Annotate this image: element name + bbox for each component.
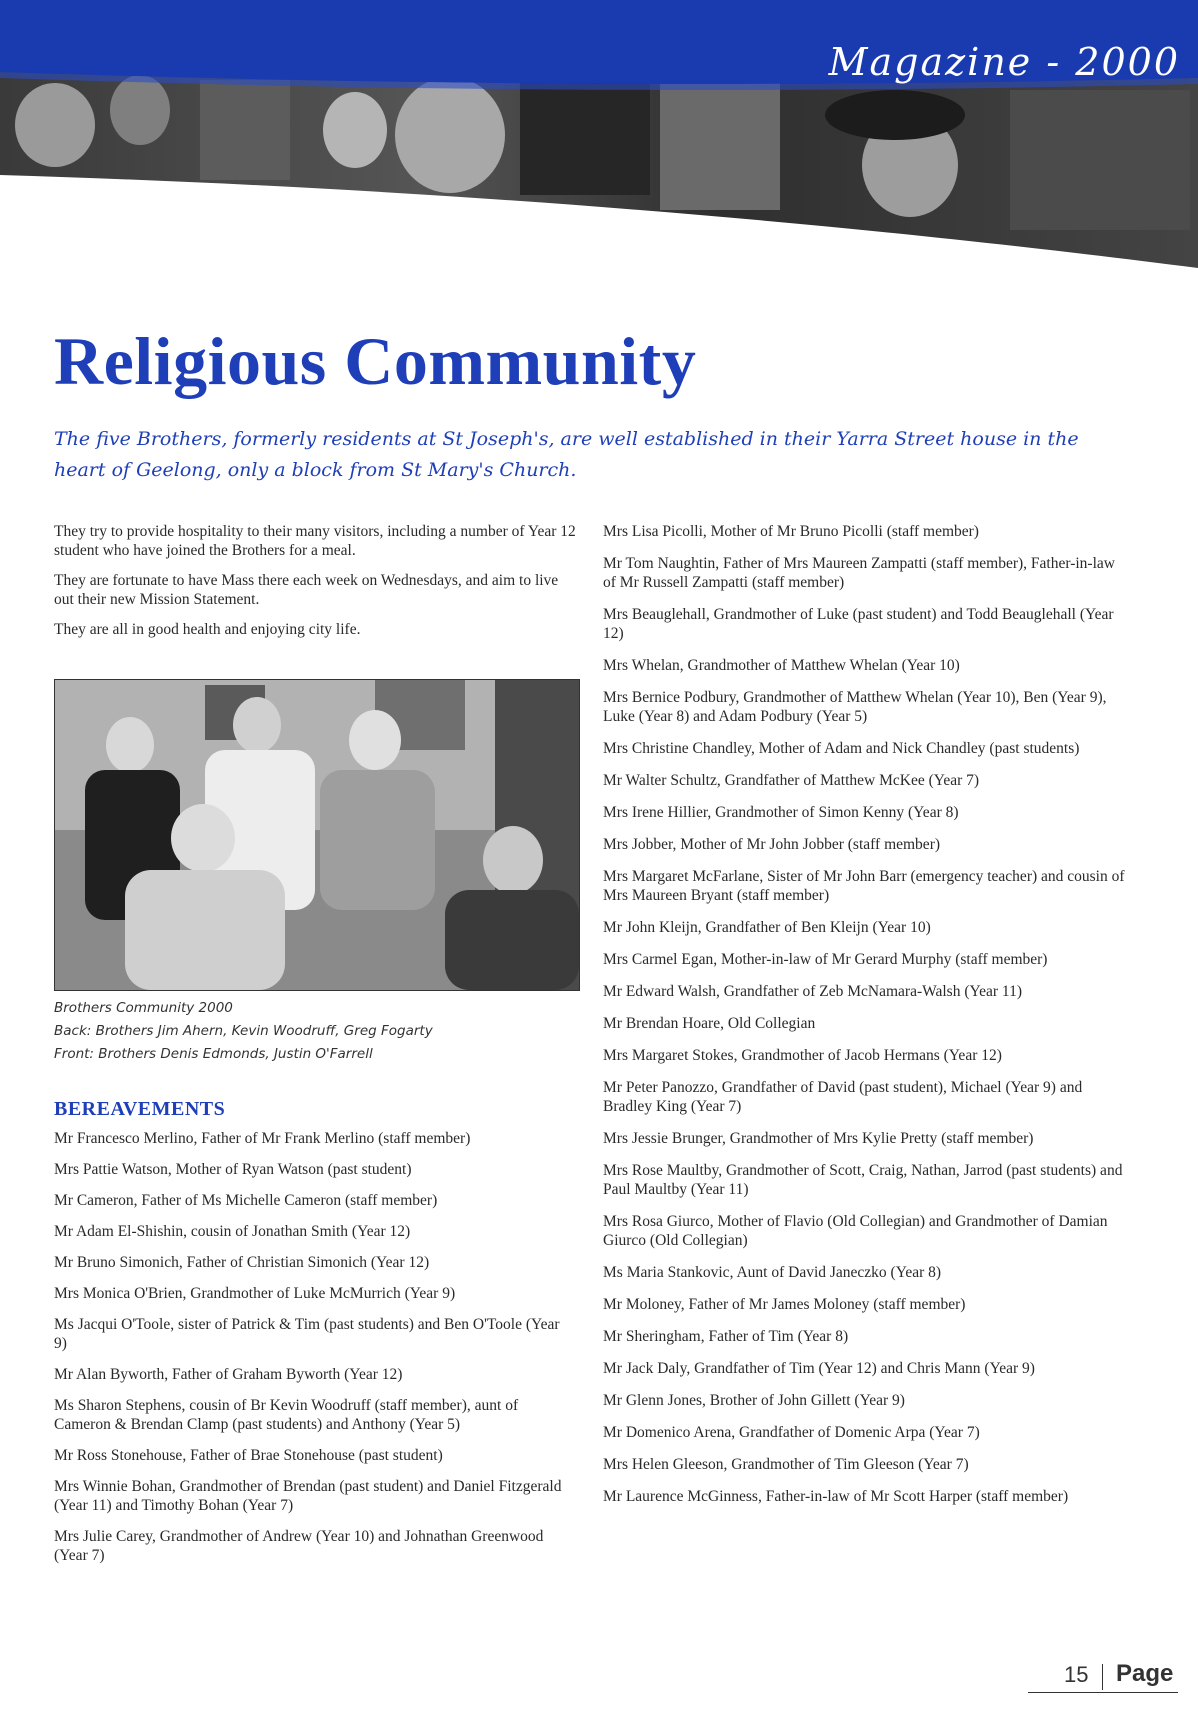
body-paragraph: They try to provide hospitality to their many visitors, including a number of Year 12 student who have joined the Brothers for a meal. [54,523,576,559]
bereavement-entry: Mrs Helen Gleeson, Grandmother of Tim Gleeson (Year 7) [603,1456,969,1473]
bereavement-entry: Ms Sharon Stephens, cousin of Br Kevin Woodruff (staff member), aunt of Cameron & Brendan Clamp (past students) and Anthony (Year 5) [54,1397,519,1433]
bereavement-entry: Mrs Christine Chandley, Mother of Adam and Nick Chandley (past students) [603,740,1080,757]
bereavement-entry: Mr Tom Naughtin, Father of Mrs Maureen Zampatti (staff member), Father-in-law of Mr Russell Zampatti (staff member) [603,555,1115,591]
bereavement-entry: Mr Bruno Simonich, Father of Christian Simonich (Year 12) [54,1254,430,1271]
header-banner [0,0,1198,270]
bereavements-heading: BEREAVEMENTS [54,1098,226,1120]
page-footer [1028,1658,1178,1698]
bereavement-entry: Mrs Monica O'Brien, Grandmother of Luke McMurrich (Year 9) [54,1285,456,1302]
brothers-community-photo [54,679,580,991]
bereavement-entry: Mr Glenn Jones, Brother of John Gillett (Year 9) [603,1392,905,1409]
bereavement-entry: Mr Brendan Hoare, Old Collegian [603,1015,816,1032]
bereavement-entry: Mrs Margaret Stokes, Grandmother of Jacob Hermans (Year 12) [603,1047,1002,1064]
bereavement-entry: Mr Jack Daly, Grandfather of Tim (Year 12) and Chris Mann (Year 9) [603,1360,1035,1377]
bereavement-entry: Mr John Kleijn, Grandfather of Ben Kleijn (Year 10) [603,919,931,936]
bereavement-entry: Mrs Carmel Egan, Mother-in-law of Mr Gerard Murphy (staff member) [603,951,1048,968]
bereavement-entry: Mrs Margaret McFarlane, Sister of Mr John Barr (emergency teacher) and cousin of Mrs Maureen Bryant (staff member) [603,868,1125,904]
bereavement-entry: Mr Ross Stonehouse, Father of Brae Stonehouse (past student) [54,1447,443,1464]
page-title: Religious Community [54,323,697,399]
bereavement-entry: Mr Sheringham, Father of Tim (Year 8) [603,1328,849,1345]
bereavement-entry: Mrs Winnie Bohan, Grandmother of Brendan (past student) and Daniel Fitzgerald (Year 11) and Timothy Bohan (Year 7) [54,1478,562,1514]
bereavement-entry: Mr Laurence McGinness, Father-in-law of Mr Scott Harper (staff member) [603,1488,1069,1505]
footer-rule [1028,1692,1178,1693]
left-column [54,522,576,1577]
bereavement-entry: Mr Cameron, Father of Ms Michelle Cameron (staff member) [54,1192,438,1209]
bereavement-entry: Mr Walter Schultz, Grandfather of Matthew McKee (Year 7) [603,772,980,789]
bereavement-entry: Mrs Rose Maultby, Grandmother of Scott, Craig, Nathan, Jarrod (past students) and Paul Maultby (Year 11) [603,1162,1123,1198]
bereavements-list-right [603,522,1128,1519]
bereavement-entry: Mrs Julie Carey, Grandmother of Andrew (Year 10) and Johnathan Greenwood (Year 7) [54,1528,544,1564]
bereavement-entry: Mr Domenico Arena, Grandfather of Domenic Arpa (Year 7) [603,1424,980,1441]
photo-caption [54,997,576,1066]
bereavement-entry: Mrs Pattie Watson, Mother of Ryan Watson (past student) [54,1161,412,1178]
bereavement-entry: Mrs Irene Hillier, Grandmother of Simon Kenny (Year 8) [603,804,959,821]
bereavement-entry: Mrs Jessie Brunger, Grandmother of Mrs Kylie Pretty (staff member) [603,1130,1034,1147]
magazine-title: Magazine - 2000 [828,40,1180,84]
page-label: Page [1116,1660,1174,1687]
page-number: 15 [1064,1662,1089,1687]
bereavements-list-left [54,1129,576,1565]
body-paragraph: They are all in good health and enjoying city life. [54,621,361,638]
caption-line: Back: Brothers Jim Ahern, Kevin Woodruff, Greg Fogarty [54,1023,433,1039]
intro-text: The five Brothers, formerly residents at St Joseph's, are well established in their Yarra Street house in the heart of Geelong, only a block from St Mary's Church. [54,428,1079,481]
bereavement-entry: Mrs Whelan, Grandmother of Matthew Whelan (Year 10) [603,657,960,674]
bereavement-entry: Mr Edward Walsh, Grandfather of Zeb McNamara-Walsh (Year 11) [603,983,1023,1000]
bereavement-entry: Mr Alan Byworth, Father of Graham Byworth (Year 12) [54,1366,403,1383]
bereavement-entry: Mrs Rosa Giurco, Mother of Flavio (Old Collegian) and Grandmother of Damian Giurco (Old Collegian) [603,1213,1108,1249]
bereavement-entry: Mr Adam El-Shishin, cousin of Jonathan Smith (Year 12) [54,1223,411,1240]
bereavement-entry: Mr Peter Panozzo, Grandfather of David (past student), Michael (Year 9) and Bradley King (Year 7) [603,1079,1083,1115]
bereavement-entry: Mrs Beauglehall, Grandmother of Luke (past student) and Todd Beauglehall (Year 12) [603,606,1114,642]
bereavement-entry: Mrs Jobber, Mother of Mr John Jobber (staff member) [603,836,941,853]
bereavement-entry: Mrs Bernice Podbury, Grandmother of Matthew Whelan (Year 10), Ben (Year 9), Luke (Year 8) and Adam Podbury (Year 5) [603,689,1107,725]
footer-divider [1102,1664,1103,1690]
caption-line: Brothers Community 2000 [54,1000,233,1016]
bereavement-entry: Mr Moloney, Father of Mr James Moloney (staff member) [603,1296,966,1313]
caption-line: Front: Brothers Denis Edmonds, Justin O'Farrell [54,1046,373,1062]
bereavement-entry: Ms Maria Stankovic, Aunt of David Janeczko (Year 8) [603,1264,942,1281]
bereavement-entry: Ms Jacqui O'Toole, sister of Patrick & Tim (past students) and Ben O'Toole (Year 9) [54,1316,560,1352]
bereavement-entry: Mrs Lisa Picolli, Mother of Mr Bruno Picolli (staff member) [603,523,979,540]
bereavement-entry: Mr Francesco Merlino, Father of Mr Frank Merlino (staff member) [54,1130,471,1147]
body-paragraph: They are fortunate to have Mass there each week on Wednesdays, and aim to live out their new Mission Statement. [54,572,559,608]
